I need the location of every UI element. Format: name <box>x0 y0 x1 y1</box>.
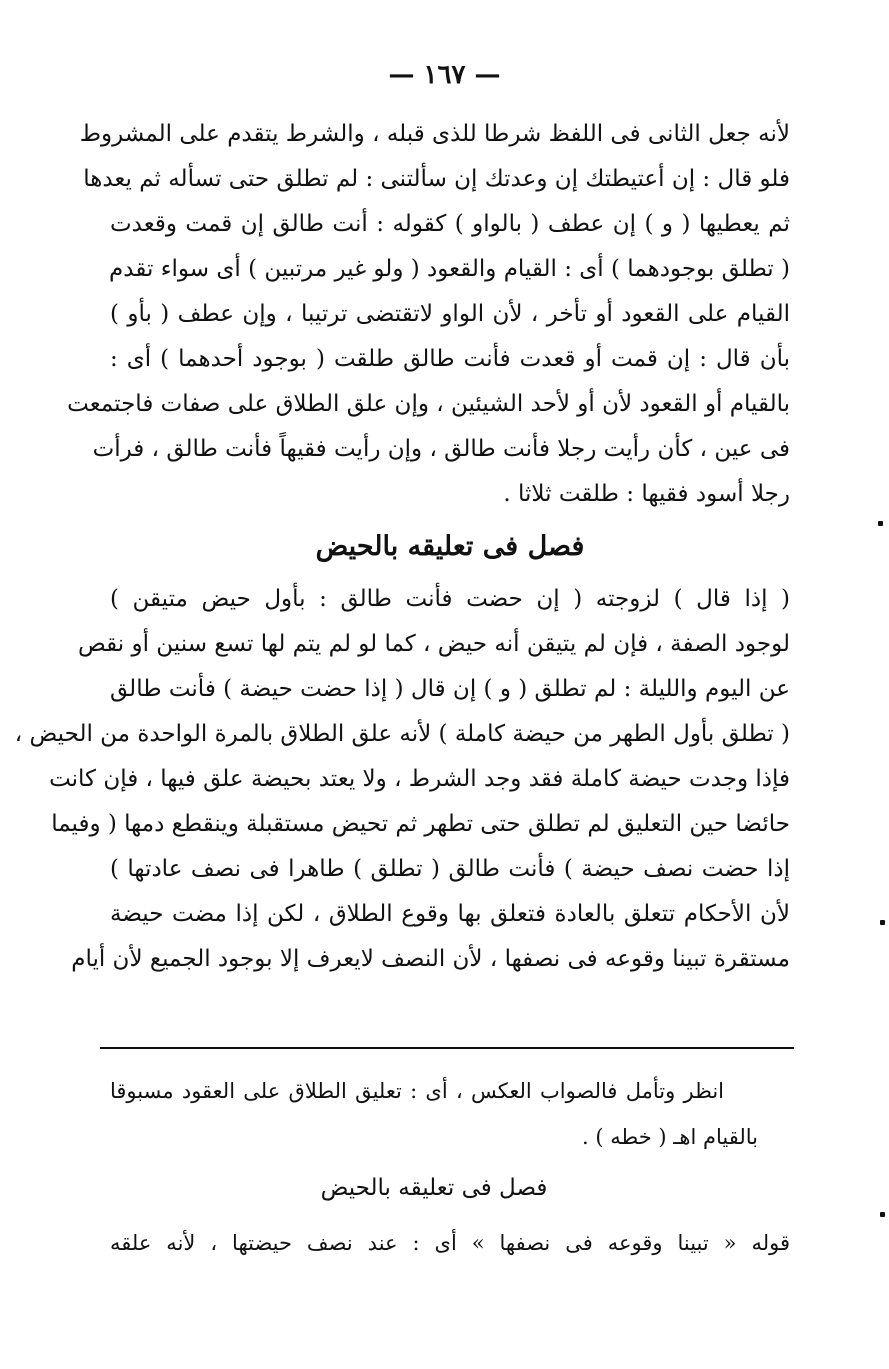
text-line: مستقرة تبينا وقوعه فى نصفها ، لأن النصف لايعرف إلا بوجود الجميع لأن أيام <box>71 946 790 972</box>
text-line: رجلا أسود فقيها : طلقت ثلاثا . <box>503 481 790 507</box>
text-line: فى عين ، كأن رأيت رجلا فأنت طالق ، وإن رأيت فقيهاً فأنت طالق ، فرأت <box>92 436 790 462</box>
main-text-block <box>14 112 790 982</box>
text-line: القيام على القعود أو تأخر ، لأن الواو لاتقتضى ترتيبا ، وإن عطف ( بأو ) <box>110 301 790 327</box>
text-line: إذا حضت نصف حيضة ) فأنت طالق ( تطلق ) طاهرا فى نصف عادتها ) <box>110 856 790 882</box>
footnote-divider <box>100 1047 794 1049</box>
text-line: ( إذا قال ) لزوجته ( إن حضت فأنت طالق : بأول حيض متيقن ) <box>110 586 790 612</box>
footnote-section-heading: فصل فى تعليقه بالحيض <box>320 1175 548 1201</box>
text-line: لأن الأحكام تتعلق بالعادة فتعلق بها وقوع الطلاق ، لكن إذا مضت حيضة <box>110 901 790 927</box>
page-number: — ١٦٧ — <box>388 60 501 90</box>
footnote-line: بالقيام اهـ ( خطه ) . <box>582 1125 758 1149</box>
text-line: ( تطلق بأول الطهر من حيضة كاملة ) لأنه علق الطلاق بالمرة الواحدة من الحيض ، <box>14 721 790 747</box>
margin-mark <box>880 1212 885 1217</box>
text-line: ( تطلق بوجودهما ) أى : القيام والقعود ( ولو غير مرتبين ) أى سواء تقدم <box>109 256 790 282</box>
text-line: بالقيام أو القعود لأن أو لأحد الشيئين ، وإن علق الطلاق على صفات فاجتمعت <box>67 391 790 417</box>
text-line: فلو قال : إن أعتيطتك إن وعدتك إن سألتنى : لم تطلق حتى تسأله ثم يعدها <box>83 166 790 192</box>
text-line: لوجود الصفة ، فإن لم يتيقن أنه حيض ، كما لو لم يتم لها تسع سنين أو نقص <box>77 631 790 657</box>
footnotes-block <box>110 1068 758 1216</box>
text-line: عن اليوم والليلة : لم تطلق ( و ) إن قال ( إذا حضت حيضة ) فأنت طالق <box>110 676 790 702</box>
text-line: فإذا وجدت حيضة كاملة فقد وجد الشرط ، ولا يعتد بحيضة علق فيها ، فإن كانت <box>49 766 790 792</box>
footnote-line: قوله « تبينا وقوعه فى نصفها » أى : عند نصف حيضتها ، لأنه علقه <box>110 1231 790 1255</box>
text-line: بأن قال : إن قمت أو قعدت فأنت طالق طلقت ( بوجود أحدهما ) أى : <box>110 346 790 372</box>
section-heading: فصل فى تعليقه بالحيض <box>315 531 585 562</box>
margin-mark <box>878 521 883 526</box>
text-line: حائضا حين التعليق لم تطلق حتى تطهر ثم تحيض مستقبلة وينقطع دمها ( وفيما <box>51 811 790 837</box>
margin-mark <box>880 920 885 925</box>
footnote-line: انظر وتأمل فالصواب العكس ، أى : تعليق الطلاق على العقود مسبوقا <box>110 1079 724 1103</box>
text-line: ثم يعطيها ( و ) إن عطف ( بالواو ) كقوله : أنت طالق إن قمت وقعدت <box>110 211 790 237</box>
text-line: لأنه جعل الثانى فى اللفظ شرطا للذى قبله ، والشرط يتقدم على المشروط <box>79 121 790 147</box>
